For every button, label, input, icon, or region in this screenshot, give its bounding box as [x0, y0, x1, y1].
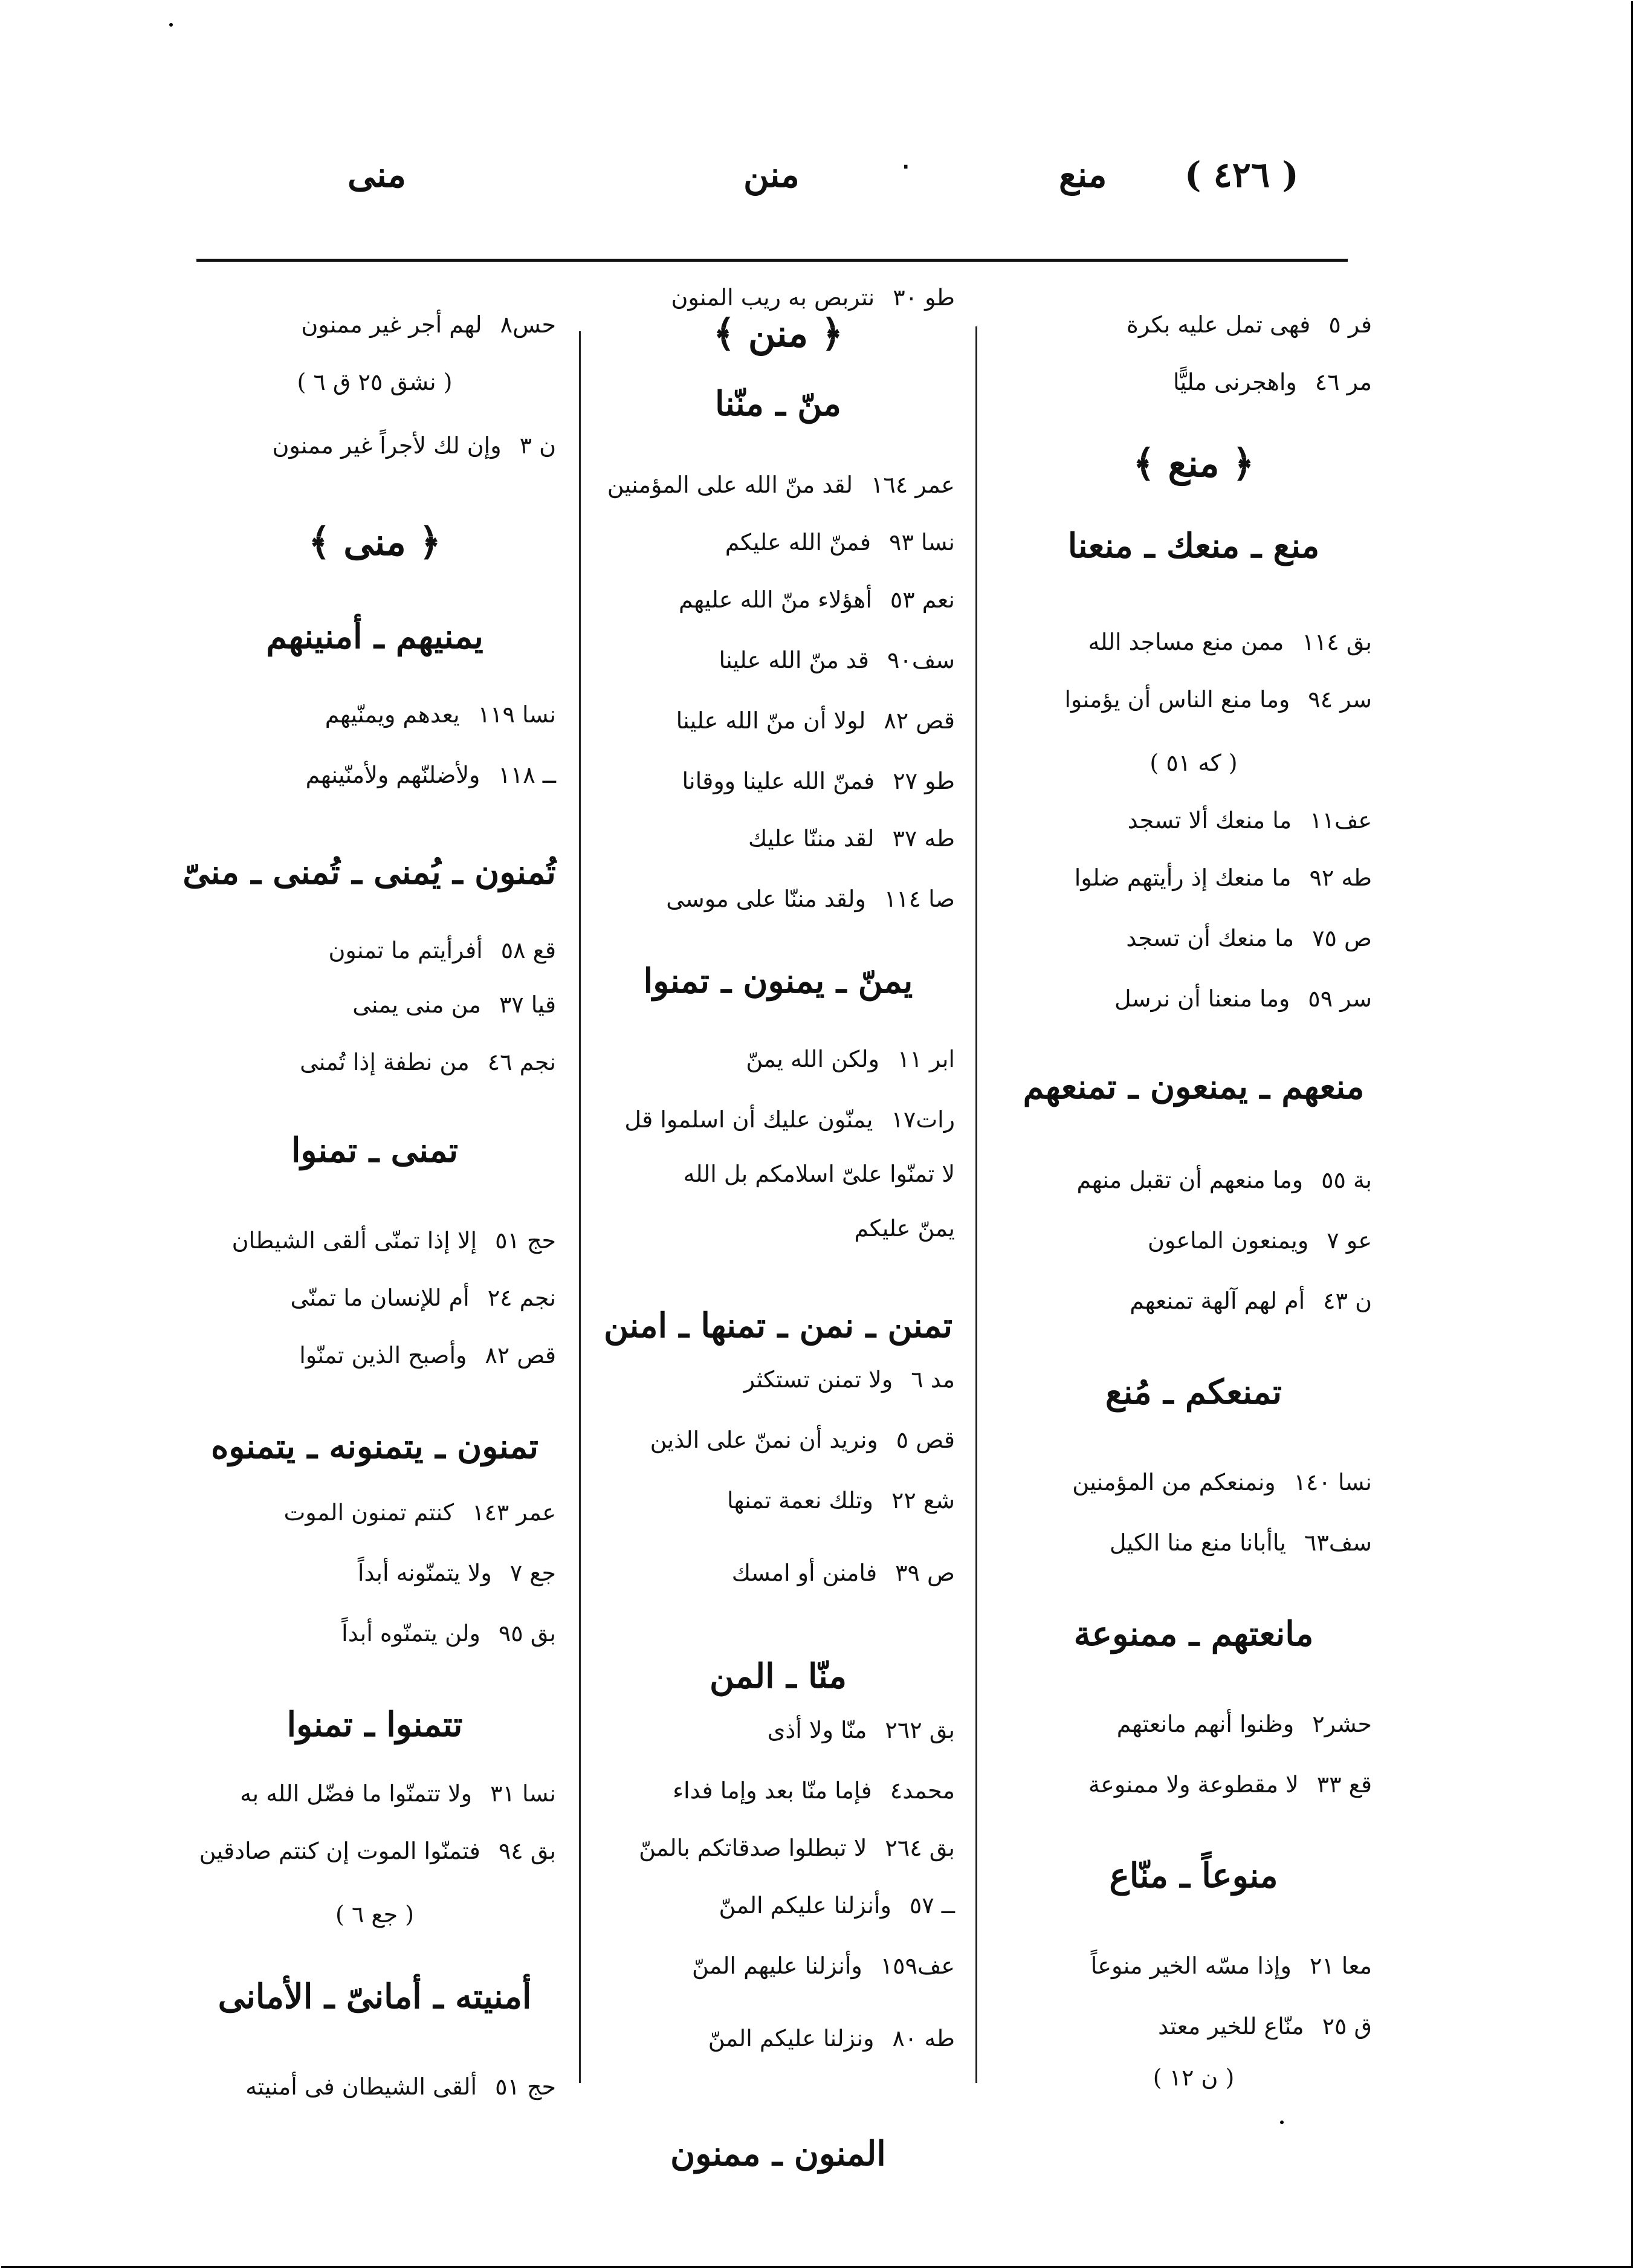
- entry-line: [240, 1780, 556, 1807]
- entry-line: [1130, 1288, 1372, 1314]
- column-divider: [579, 331, 581, 2083]
- root-heading: ﴿ منع ﴾: [1133, 441, 1255, 485]
- sura-reference: بة ٥٥: [1321, 1167, 1372, 1193]
- header-root-right: منع: [1059, 154, 1107, 195]
- sura-reference: قص ٨٢: [485, 1342, 556, 1369]
- word-forms-heading: منوعاً ـ منّاع: [1109, 1856, 1278, 1896]
- verse-fragment: ما منعك إذ رأيتهم ضلوا: [1074, 864, 1292, 891]
- entry-line: [676, 707, 955, 734]
- verse-fragment: وظنوا أنهم مانعتهم: [1116, 1711, 1295, 1737]
- sura-reference: عف١١: [1310, 807, 1372, 834]
- sura-reference: مر ٤٦: [1314, 369, 1372, 395]
- entry-line: [301, 311, 556, 338]
- sura-reference: عو ٧: [1327, 1227, 1372, 1254]
- sura-reference: ص ٧٥: [1312, 925, 1372, 951]
- sura-reference: حج ٥١: [495, 1227, 556, 1254]
- verse-fragment: أهؤلاء منّ الله عليهم: [678, 586, 872, 613]
- entry-continuation: يمنّ عليكم: [854, 1215, 955, 1242]
- sura-reference: نجم ٢٤: [487, 1285, 556, 1311]
- entry-line: [1128, 807, 1372, 834]
- sura-reference: ن ٣: [519, 432, 556, 459]
- sura-reference: بق ٢٦٤: [885, 1835, 955, 1861]
- sura-reference: رات١٧: [891, 1106, 955, 1133]
- sura-reference: نسا ١١٩: [477, 701, 556, 728]
- sura-reference: طو ٢٧: [893, 768, 955, 794]
- verse-fragment: منّا ولا أذى: [767, 1717, 867, 1743]
- column-divider: [975, 326, 977, 2083]
- sura-reference: طه ٨٠: [892, 2025, 955, 2052]
- verse-fragment: لقد مننّا عليك: [748, 825, 875, 852]
- entry-line: [245, 2073, 556, 2100]
- cross-reference-note: ( ن ١٢ ): [1153, 2064, 1235, 2091]
- word-forms-heading: مانعتهم ـ ممنوعة: [1073, 1614, 1314, 1654]
- sura-reference: عف١٥٩: [880, 1952, 955, 1979]
- entry-line: [719, 647, 956, 673]
- sura-reference: نجم ٤٦: [487, 1049, 556, 1075]
- entry-line: [708, 2025, 955, 2052]
- verse-fragment: وما منع الناس أن يؤمنوا: [1064, 686, 1290, 713]
- sura-reference: صا ١١٤: [884, 886, 955, 912]
- sura-reference: سف٩٠: [887, 647, 955, 673]
- entry-line: [341, 1620, 556, 1647]
- entry-line: [1091, 1952, 1372, 1979]
- entry-line: [671, 284, 955, 311]
- page-number: ( ٤٢٦ ): [1185, 154, 1299, 195]
- verse-fragment: ونريد أن نمنّ على الذين: [650, 1427, 878, 1453]
- word-forms-heading: أمنيته ـ أمانىّ ـ الأمانى: [218, 1977, 532, 2017]
- sura-reference: محمد٤: [890, 1777, 955, 1804]
- cross-reference-note: ( كه ٥١ ): [1150, 750, 1238, 776]
- verse-fragment: ونزلنا عليكم المنّ: [708, 2025, 875, 2052]
- sura-reference: مد ٦: [911, 1366, 955, 1393]
- verse-fragment: منّاع للخير معتد: [1158, 2013, 1304, 2040]
- sura-reference: نسا ١٤٠: [1293, 1469, 1372, 1495]
- entry-line: [284, 1499, 556, 1526]
- verse-fragment: نتربص به ريب المنون: [671, 284, 875, 311]
- word-forms-heading: منعهم ـ يمنعون ـ تمنعهم: [1023, 1067, 1365, 1107]
- cross-reference-note: ( نشق ٢٥ ق ٦ ): [297, 369, 453, 395]
- word-forms-heading: منّ ـ منّنا: [715, 384, 841, 424]
- entry-line: [1075, 864, 1372, 891]
- sura-reference: ــ ١١٨: [498, 762, 556, 788]
- word-forms-heading: يمنيهم ـ أمنينهم: [266, 617, 483, 656]
- header-root-center: منن: [743, 154, 800, 195]
- verse-fragment: ممن منع مساجد الله: [1088, 629, 1284, 655]
- verse-fragment: يعدهم ويمنّيهم: [325, 701, 460, 728]
- sura-reference: معا ٢١: [1309, 1952, 1372, 1979]
- sura-reference: ابر ١١: [897, 1046, 955, 1072]
- sura-reference: ن ٤٣: [1323, 1288, 1372, 1314]
- sura-reference: بق ٩٤: [498, 1838, 556, 1864]
- sura-reference: قع ٥٨: [500, 937, 556, 964]
- verse-fragment: ما منعك ألا تسجد: [1127, 807, 1292, 834]
- verse-fragment: كنتم تمنون الموت: [283, 1499, 454, 1526]
- verse-fragment: لهم أجر غير ممنون: [301, 311, 482, 338]
- entry-line: [1127, 311, 1372, 338]
- header-root-left: منى: [348, 154, 406, 195]
- sura-reference: طه ٣٧: [892, 825, 955, 852]
- sura-reference: طو ٣٠: [893, 284, 955, 311]
- verse-fragment: ولقد مننّا على موسى: [666, 886, 866, 912]
- sura-reference: سر ٥٩: [1308, 985, 1372, 1012]
- verse-fragment: من منى يمنى: [352, 991, 481, 1018]
- entry-line: [1148, 1227, 1372, 1254]
- entry-line: [299, 1342, 556, 1369]
- entry-line: [744, 1366, 955, 1393]
- word-forms-heading: منع ـ منعك ـ منعنا: [1067, 526, 1320, 566]
- verse-fragment: وأنزلنا عليكم المنّ: [719, 1892, 891, 1919]
- entry-line: [1076, 1167, 1372, 1193]
- verse-fragment: لا تبطلوا صدقاتكم بالمنّ: [639, 1835, 867, 1861]
- verse-fragment: وما منعنا أن نرسل: [1114, 985, 1290, 1012]
- verse-fragment: أفرأيتم ما تمنون: [328, 937, 483, 964]
- entry-line: [1064, 686, 1372, 713]
- verse-fragment: فإما منّا بعد وإما فداء: [673, 1777, 872, 1804]
- sura-reference: قص ٨٢: [884, 707, 955, 734]
- entry-line: [1088, 629, 1372, 655]
- entry-line: [682, 768, 955, 794]
- verse-fragment: فتمنّوا الموت إن كنتم صادقين: [199, 1838, 480, 1864]
- word-forms-heading: تتمنوا ـ تمنوا: [286, 1705, 463, 1745]
- sura-reference: حس٨: [500, 311, 556, 338]
- word-forms-heading: تُمنون ـ يُمنى ـ تُمنى ـ منىّ: [183, 852, 556, 892]
- sura-reference: نعم ٥٣: [890, 586, 955, 613]
- entry-line: [679, 586, 955, 613]
- sura-reference: بق ١١٤: [1302, 629, 1372, 655]
- entry-line: [732, 1560, 955, 1586]
- word-forms-heading: تمنى ـ تمنوا: [291, 1130, 459, 1170]
- word-forms-heading: منّا ـ المن: [710, 1656, 847, 1696]
- sura-reference: قص ٥: [896, 1427, 955, 1453]
- verse-fragment: ولا تتمنّوا ما فضّل الله به: [240, 1780, 473, 1807]
- entry-line: [1158, 2013, 1372, 2040]
- sura-reference: ــ ٥٧: [909, 1892, 955, 1919]
- verse-fragment: ولكن الله يمنّ: [746, 1046, 879, 1072]
- verse-fragment: وإذا مسّه الخير منوعاً: [1090, 1952, 1292, 1979]
- sura-reference: بق ٩٥: [498, 1620, 556, 1647]
- sura-reference: سف٦٣: [1304, 1529, 1372, 1556]
- verse-fragment: وإن لك لأجراً غير ممنون: [272, 432, 502, 459]
- entry-line: [1126, 925, 1372, 951]
- sura-reference: قع ٣٣: [1316, 1771, 1372, 1798]
- verse-fragment: وما منعهم أن تقبل منهم: [1076, 1167, 1304, 1193]
- verse-fragment: من نطفة إذا تُمنى: [300, 1049, 470, 1075]
- verse-fragment: فهى تمل عليه بكرة: [1126, 311, 1311, 338]
- verse-fragment: لولا أن منّ الله علينا: [676, 707, 866, 734]
- sura-reference: ق ٢٥: [1322, 2013, 1372, 2040]
- verse-fragment: وأصبح الذين تمنّوا: [299, 1342, 467, 1369]
- entry-line: [1072, 1469, 1372, 1495]
- entry-line: [725, 529, 955, 556]
- entry-line: [325, 701, 556, 728]
- verse-fragment: وأنزلنا عليهم المنّ: [691, 1952, 862, 1979]
- sura-reference: عمر ١٤٣: [472, 1499, 556, 1526]
- entry-line: [727, 1487, 955, 1514]
- verse-fragment: فمنّ الله عليكم: [725, 529, 871, 556]
- verse-fragment: وتلك نعمة تمنها: [726, 1487, 874, 1514]
- sura-reference: جع ٧: [509, 1560, 556, 1586]
- root-heading: ﴿ منى ﴾: [308, 520, 441, 564]
- entry-line: [273, 432, 556, 459]
- entry-line: [748, 825, 955, 852]
- scan-speck: [1280, 2121, 1284, 2124]
- sura-reference: فر ٥: [1328, 311, 1372, 338]
- verse-fragment: واهجرنى مليًّا: [1173, 369, 1297, 395]
- verse-fragment: لقد منّ الله على المؤمنين: [607, 471, 853, 498]
- entry-line: [328, 937, 556, 964]
- word-forms-heading: يمنّ ـ يمنون ـ تمنوا: [643, 961, 913, 1001]
- verse-fragment: ياأبانا منع منا الكيل: [1109, 1529, 1286, 1556]
- verse-fragment: ما منعك أن تسجد: [1126, 925, 1295, 951]
- verse-fragment: قد منّ الله علينا: [719, 647, 869, 673]
- entry-line: [607, 471, 955, 498]
- verse-fragment: ولا يتمنّونه أبداً: [357, 1560, 492, 1586]
- verse-fragment: فامنن أو امسك: [731, 1560, 878, 1586]
- word-forms-heading: تمنن ـ نمن ـ تمنها ـ امنن: [603, 1306, 953, 1346]
- header-dot: ٠: [899, 151, 913, 180]
- header-rule: [196, 259, 1348, 262]
- entry-line: [666, 886, 955, 912]
- entry-line: [719, 1892, 955, 1919]
- cross-reference-note: ( جع ٦ ): [335, 1901, 415, 1928]
- entry-line: [692, 1952, 955, 1979]
- sura-reference: نسا ٩٣: [889, 529, 955, 556]
- verse-fragment: يمنّون عليك أن اسلموا قل: [624, 1106, 873, 1133]
- entry-line: [291, 1285, 556, 1311]
- entry-line: [1110, 1529, 1372, 1556]
- verse-fragment: أم للإنسان ما تمنّى: [290, 1285, 470, 1311]
- entry-line: [352, 991, 556, 1018]
- entry-line: [1114, 985, 1372, 1012]
- verse-fragment: أم لهم آلهة تمنعهم: [1130, 1288, 1305, 1314]
- verse-fragment: لا مقطوعة ولا ممنوعة: [1088, 1771, 1299, 1798]
- sura-reference: قيا ٣٧: [499, 991, 556, 1018]
- verse-fragment: ولن يتمنّوه أبداً: [341, 1620, 480, 1647]
- word-forms-heading: تمنون ـ يتمنونه ـ يتمنوه: [210, 1427, 539, 1466]
- entry-line: [1088, 1771, 1372, 1798]
- entry-line: [199, 1838, 556, 1864]
- sura-reference: سر ٩٤: [1308, 686, 1372, 713]
- sura-reference: طه ٩٢: [1309, 864, 1372, 891]
- entry-line: [639, 1835, 955, 1861]
- sura-reference: حشر٢: [1312, 1711, 1372, 1737]
- sura-reference: حج ٥١: [495, 2073, 556, 2100]
- entry-line: [624, 1106, 955, 1133]
- verse-fragment: ويمنعون الماعون: [1147, 1227, 1309, 1254]
- word-forms-heading: تمنعكم ـ مُنع: [1105, 1372, 1282, 1412]
- entry-line: [746, 1046, 955, 1072]
- entry-line: [300, 1049, 556, 1075]
- entry-line: [1117, 1711, 1372, 1737]
- verse-fragment: ولا تمنن تستكثر: [743, 1366, 893, 1393]
- verse-fragment: ألقى الشيطان فى أمنيته: [245, 2073, 477, 2100]
- entry-line: [650, 1427, 955, 1453]
- sura-reference: عمر ١٦٤: [871, 471, 955, 498]
- sura-reference: ص ٣٩: [895, 1560, 955, 1586]
- sura-reference: بق ٢٦٢: [885, 1717, 955, 1743]
- scan-speck: [169, 23, 173, 27]
- entry-line: [768, 1717, 955, 1743]
- word-forms-heading: المنون ـ ممنون: [670, 2134, 886, 2174]
- entry-line: [232, 1227, 556, 1254]
- entry-line: [673, 1777, 955, 1804]
- sura-reference: شع ٢٢: [891, 1487, 955, 1514]
- entry-line: [1173, 369, 1372, 395]
- entry-continuation: لا تمنّوا علىّ اسلامكم بل الله: [683, 1161, 955, 1187]
- verse-fragment: إلا إذا تمنّى ألقى الشيطان: [231, 1227, 477, 1254]
- verse-fragment: ولأضلنّهم ولأمنّينهم: [305, 762, 480, 788]
- root-heading: ﴿ منن ﴾: [713, 311, 843, 355]
- entry-line: [306, 762, 556, 788]
- sura-reference: نسا ٣١: [490, 1780, 556, 1807]
- verse-fragment: فمنّ الله علينا ووقانا: [682, 768, 875, 794]
- verse-fragment: ونمنعكم من المؤمنين: [1072, 1469, 1276, 1495]
- entry-line: [358, 1560, 556, 1586]
